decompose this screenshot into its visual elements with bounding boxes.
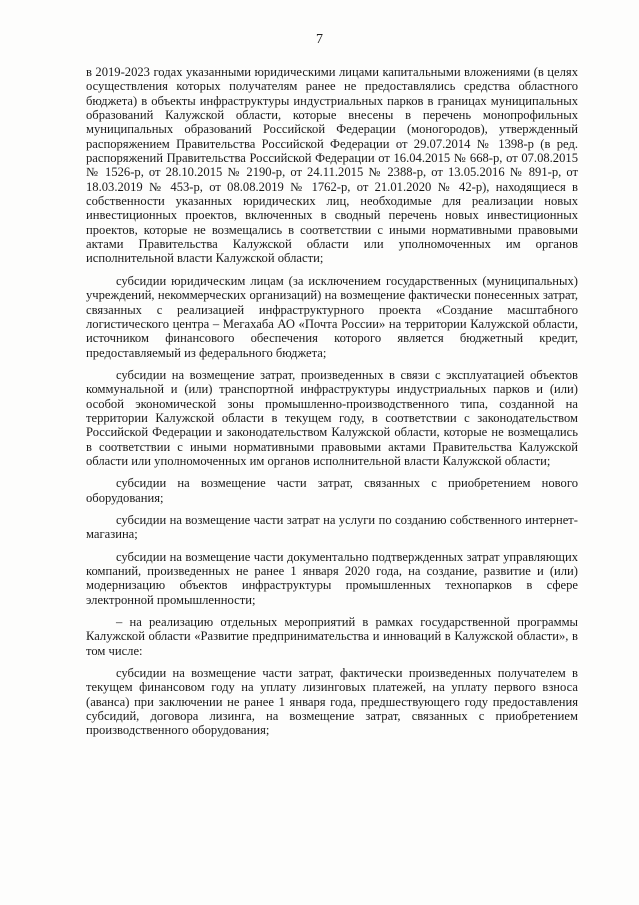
paragraph-state-program: – на реализацию отдельных мероприятий в рамках государственной программы Калужской области «Развитие предпринимательства и инноваций в Калужской области», в том числе:: [86, 615, 578, 658]
paragraph-online-store-subsidy: субсидии на возмещение части затрат на услуги по созданию собственного интернет-магазина;: [86, 512, 578, 542]
paragraph-equipment-subsidy: субсидии на возмещение части затрат, связанных с приобретением нового оборудования;: [86, 476, 578, 505]
paragraph-capital-investments: в 2019-2023 годах указанными юридическими лицами капитальными вложениями (в целях осуществления которых получателям ранее не предоставлялись средства областного бюджета) в объекты инфраструктуры индустриальных парков в границах муниципальных образований Калужской области, которые внесены в перечень монопрофильных муниципальных образований Российской Федерации (моногородов), утвержденный распоряжением Правительства Российской Федерации от 29.07.2014 № 1398-р (в ред. распоряжений Правительства Российской Федерации от 16.04.2015 № 668-р, от 07.08.2015 № 1526-р, от 28.10.2015 № 2190-р, от 24.11.2015 № 2388-р, от 13.05.2016 № 891-р, от 18.03.2019 № 453-р, от 08.08.2019 № 1762-р, от 21.01.2020 № 42-р), находящиеся в собственности указанных юридических лиц, необходимые для реализации новых инвестиционных проектов, включенных в сводный перечень новых инвестиционных проектов, которые не возмещались в соответствии с иными нормативными правовыми актами Правительства Калужской области или уполномоченных им органов исполнительной власти Калужской области;: [86, 65, 578, 266]
page-number: 7: [316, 32, 323, 47]
paragraph-infrastructure-operation-subsidy: субсидии на возмещение затрат, произведенных в связи с эксплуатацией объектов коммунальной и (или) транспортной инфраструктуры индустриальных парков и (или) особой экономической зоны промышленно-производственного типа, созданной на территории Калужской области в текущем году, в соответствии с законодательством Российской Федерации и законодательством Калужской области, которые не возмещались в соответствии с иными нормативными правовыми актами Правительства Калужской области или уполномоченных им органов исполнительной власти Калужской области;: [86, 367, 578, 468]
paragraph-megahub-subsidy: субсидии юридическим лицам (за исключением государственных (муниципальных) учреждений, некоммерческих организаций) на возмещение фактически понесенных затрат, связанных с реализацией инфраструктурного проекта «Создание масштабного логистического центра – Мегахаба АО «Почта России» на территории Калужской области, источником финансового обеспечения которого является бюджетный кредит, предоставляемый из федерального бюджета;: [86, 273, 578, 360]
paragraph-leasing-subsidy: субсидии на возмещение части затрат, фактически произведенных получателем в текущем финансовом году на уплату лизинговых платежей, на уплату первого взноса (аванса) при заключении не ранее 1 января года, предшествующего году предоставления субсидий, договора лизинга, на возмещение затрат, связанных с приобретением производственного оборудования;: [86, 666, 578, 738]
document-body: [86, 65, 578, 746]
paragraph-technopark-subsidy: субсидии на возмещение части документально подтвержденных затрат управляющих компаний, произведенных не ранее 1 января 2020 года, на создание, развитие и (или) модернизацию объектов инфраструктуры промышленных технопарков в сфере электронной промышленности;: [86, 549, 578, 607]
